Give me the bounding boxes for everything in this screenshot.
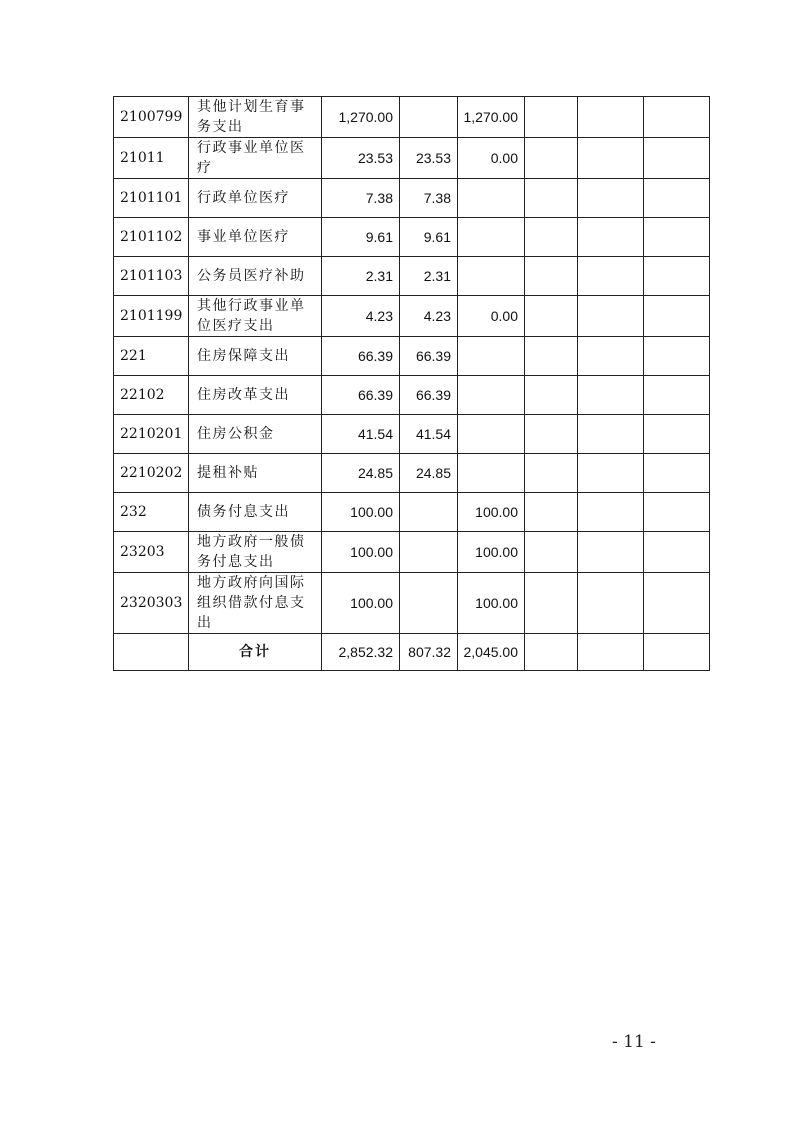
cell-name: 其他计划生育事务支出 xyxy=(189,97,322,138)
cell-empty xyxy=(525,97,578,138)
cell-basic: 9.61 xyxy=(400,218,458,257)
cell-empty xyxy=(578,337,644,376)
cell-empty xyxy=(525,376,578,415)
table-row xyxy=(114,454,710,493)
cell-total: 66.39 xyxy=(322,337,400,376)
cell-empty xyxy=(525,138,578,179)
cell-empty xyxy=(578,573,644,634)
cell-empty xyxy=(644,138,710,179)
cell-code: 21011 xyxy=(114,138,189,179)
cell-total: 100.00 xyxy=(322,573,400,634)
cell-code: 23203 xyxy=(114,532,189,573)
cell-project: 0.00 xyxy=(458,138,525,179)
cell-empty xyxy=(644,454,710,493)
cell-empty xyxy=(578,97,644,138)
cell-basic: 7.38 xyxy=(400,179,458,218)
cell-empty xyxy=(578,218,644,257)
cell-project xyxy=(458,415,525,454)
cell-code: 2101102 xyxy=(114,218,189,257)
cell-total: 23.53 xyxy=(322,138,400,179)
cell-basic xyxy=(400,97,458,138)
cell-project xyxy=(458,376,525,415)
table-row xyxy=(114,532,710,573)
cell-basic: 41.54 xyxy=(400,415,458,454)
cell-empty xyxy=(525,296,578,337)
cell-project: 100.00 xyxy=(458,573,525,634)
cell-code: 2101103 xyxy=(114,257,189,296)
cell-name: 提租补贴 xyxy=(189,454,322,493)
cell-name: 行政单位医疗 xyxy=(189,179,322,218)
cell-total: 2.31 xyxy=(322,257,400,296)
cell-empty xyxy=(525,257,578,296)
cell-project xyxy=(458,337,525,376)
cell-empty xyxy=(644,634,710,671)
total-total: 2,852.32 xyxy=(322,634,400,671)
cell-name: 行政事业单位医疗 xyxy=(189,138,322,179)
cell-empty xyxy=(578,179,644,218)
cell-code: 2100799 xyxy=(114,97,189,138)
cell-project xyxy=(458,454,525,493)
cell-code: 22102 xyxy=(114,376,189,415)
cell-empty xyxy=(525,573,578,634)
cell-name: 公务员医疗补助 xyxy=(189,257,322,296)
cell-name: 债务付息支出 xyxy=(189,493,322,532)
table-row xyxy=(114,179,710,218)
cell-total: 41.54 xyxy=(322,415,400,454)
cell-project: 100.00 xyxy=(458,532,525,573)
cell-basic: 24.85 xyxy=(400,454,458,493)
cell-empty xyxy=(644,257,710,296)
table-row xyxy=(114,218,710,257)
table-row xyxy=(114,296,710,337)
cell-total: 7.38 xyxy=(322,179,400,218)
cell-project xyxy=(458,257,525,296)
table-row xyxy=(114,257,710,296)
cell-empty xyxy=(578,493,644,532)
cell-name: 住房改革支出 xyxy=(189,376,322,415)
cell-basic xyxy=(400,532,458,573)
cell-empty xyxy=(525,454,578,493)
cell-code: 2101101 xyxy=(114,179,189,218)
table-row xyxy=(114,376,710,415)
cell-code: 2210202 xyxy=(114,454,189,493)
cell-name: 事业单位医疗 xyxy=(189,218,322,257)
cell-empty xyxy=(644,415,710,454)
cell-empty xyxy=(644,376,710,415)
table-row xyxy=(114,415,710,454)
page-number: - 11 - xyxy=(612,1032,656,1052)
cell-code: 2320303 xyxy=(114,573,189,634)
cell-total: 100.00 xyxy=(322,493,400,532)
table-row xyxy=(114,337,710,376)
cell-empty xyxy=(578,138,644,179)
table-body xyxy=(114,97,710,671)
cell-empty xyxy=(644,337,710,376)
total-project: 2,045.00 xyxy=(458,634,525,671)
cell-project: 1,270.00 xyxy=(458,97,525,138)
cell-total: 1,270.00 xyxy=(322,97,400,138)
cell-total: 4.23 xyxy=(322,296,400,337)
cell-empty xyxy=(578,296,644,337)
cell-project xyxy=(458,218,525,257)
cell-empty xyxy=(644,493,710,532)
cell-basic: 66.39 xyxy=(400,376,458,415)
cell-empty xyxy=(525,634,578,671)
cell-empty xyxy=(644,296,710,337)
table-row xyxy=(114,573,710,634)
cell-project: 100.00 xyxy=(458,493,525,532)
cell-empty xyxy=(525,179,578,218)
cell-empty xyxy=(525,532,578,573)
total-row xyxy=(114,634,710,671)
cell-project xyxy=(458,179,525,218)
cell-total: 66.39 xyxy=(322,376,400,415)
cell-empty xyxy=(644,97,710,138)
cell-name: 地方政府一般债务付息支出 xyxy=(189,532,322,573)
cell-basic: 23.53 xyxy=(400,138,458,179)
cell-empty xyxy=(525,415,578,454)
cell-code: 2210201 xyxy=(114,415,189,454)
cell-basic: 4.23 xyxy=(400,296,458,337)
table-row xyxy=(114,97,710,138)
cell-empty xyxy=(578,634,644,671)
cell-basic xyxy=(400,573,458,634)
cell-code: 232 xyxy=(114,493,189,532)
total-basic: 807.32 xyxy=(400,634,458,671)
cell-empty xyxy=(578,257,644,296)
cell-empty xyxy=(578,376,644,415)
cell-name: 地方政府向国际组织借款付息支出 xyxy=(189,573,322,634)
cell-total: 24.85 xyxy=(322,454,400,493)
total-label: 合计 xyxy=(189,634,322,671)
cell-code: 221 xyxy=(114,337,189,376)
cell-empty xyxy=(644,179,710,218)
cell-empty xyxy=(525,337,578,376)
cell-empty xyxy=(525,493,578,532)
cell-project: 0.00 xyxy=(458,296,525,337)
cell-name: 其他行政事业单位医疗支出 xyxy=(189,296,322,337)
cell-empty xyxy=(578,454,644,493)
cell-empty xyxy=(644,573,710,634)
cell-name: 住房保障支出 xyxy=(189,337,322,376)
cell-basic xyxy=(400,493,458,532)
cell-basic: 2.31 xyxy=(400,257,458,296)
cell-total: 9.61 xyxy=(322,218,400,257)
table-row xyxy=(114,493,710,532)
cell-empty xyxy=(525,218,578,257)
table-row xyxy=(114,138,710,179)
budget-table xyxy=(113,96,710,671)
cell-empty xyxy=(114,634,189,671)
cell-empty xyxy=(644,218,710,257)
cell-total: 100.00 xyxy=(322,532,400,573)
cell-empty xyxy=(578,415,644,454)
cell-code: 2101199 xyxy=(114,296,189,337)
cell-empty xyxy=(578,532,644,573)
cell-name: 住房公积金 xyxy=(189,415,322,454)
cell-empty xyxy=(644,532,710,573)
cell-basic: 66.39 xyxy=(400,337,458,376)
